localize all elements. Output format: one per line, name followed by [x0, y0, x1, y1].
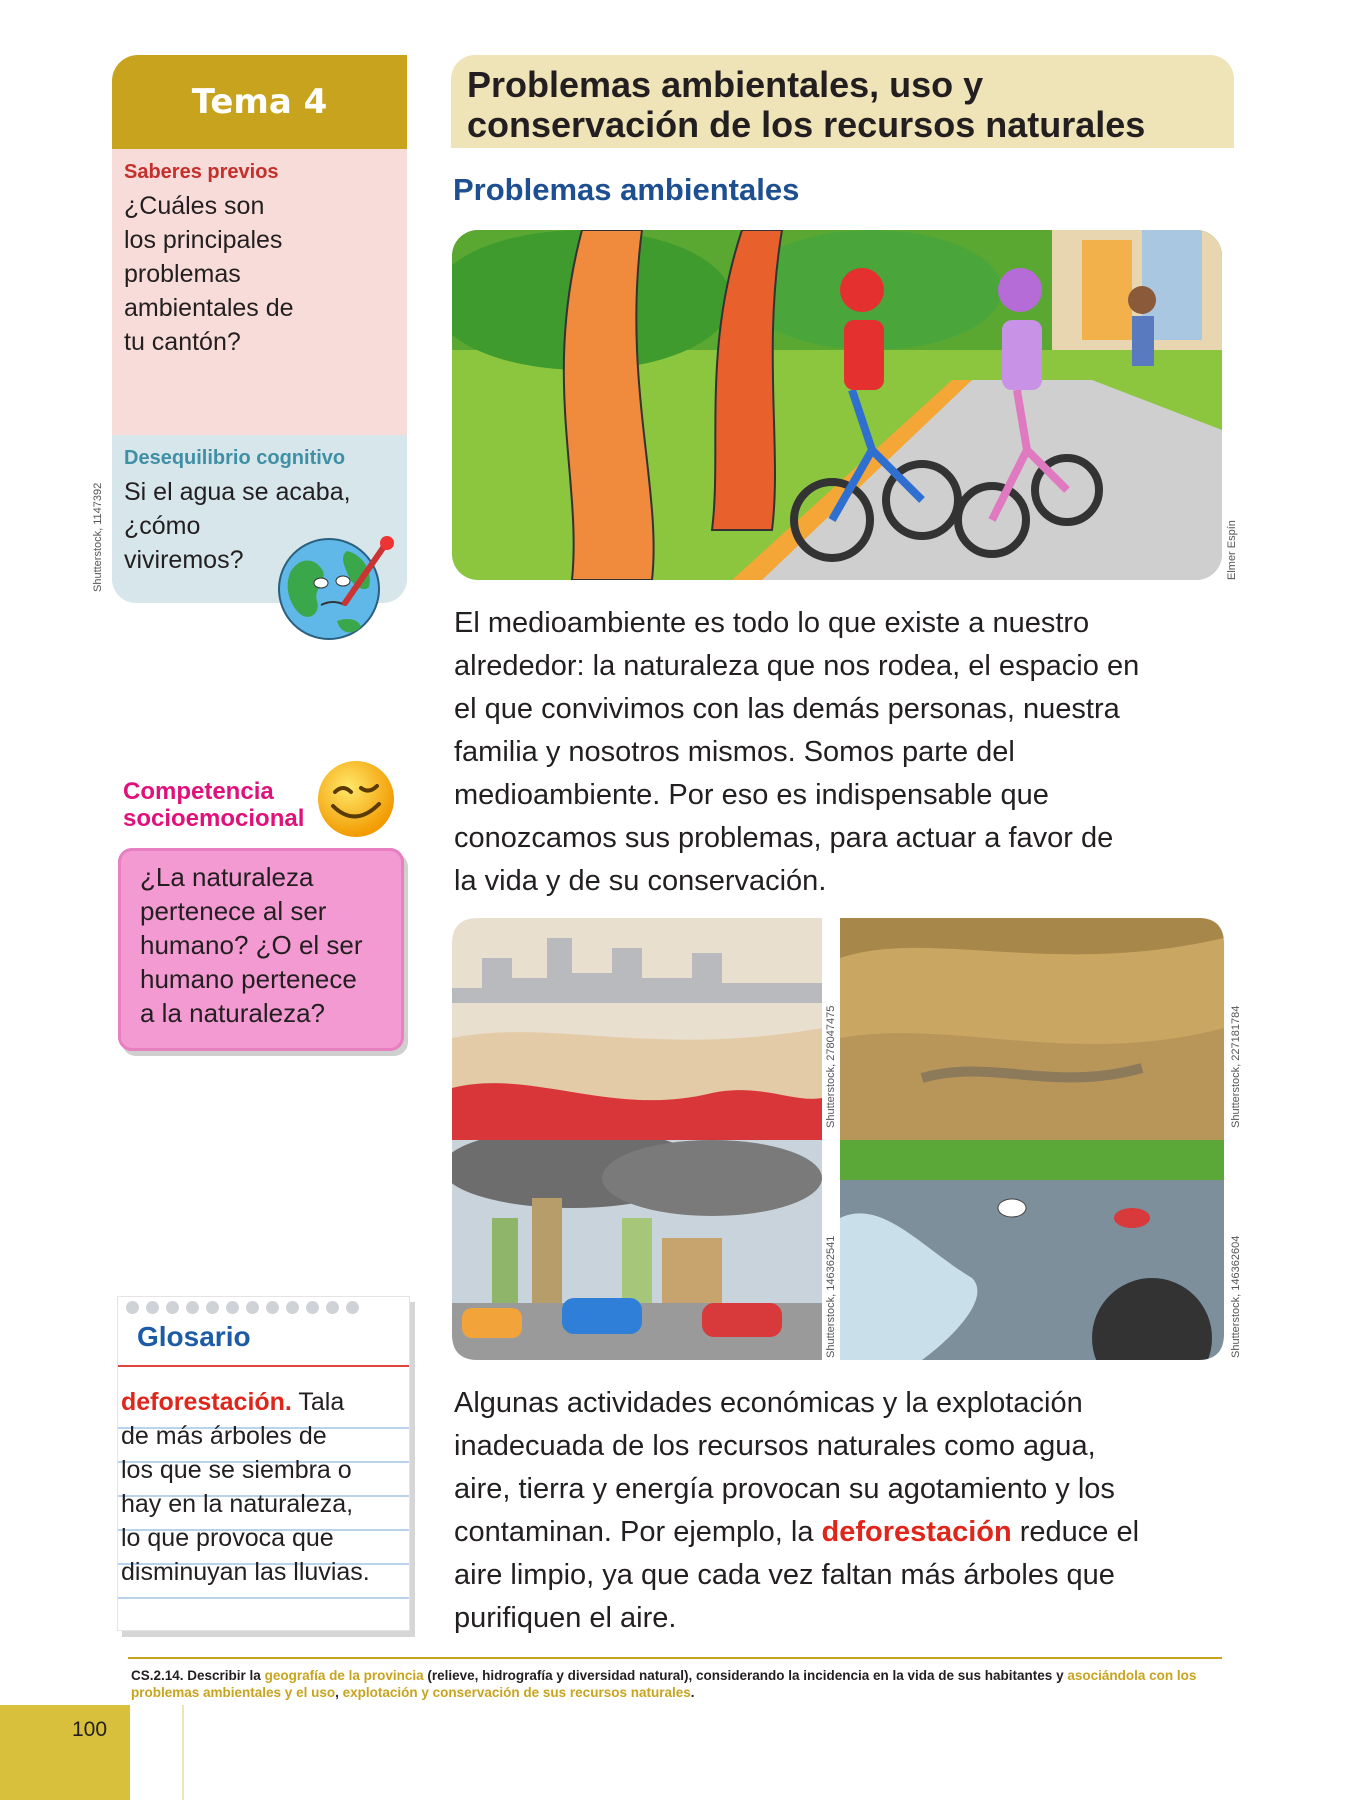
- glosario-term: deforestación.: [121, 1388, 292, 1416]
- paragraph-line: El medioambiente es todo lo que existe a nuestro: [454, 607, 1090, 639]
- glosario-line: de más árboles de: [121, 1422, 327, 1450]
- saberes-label: Saberes previos: [124, 161, 279, 183]
- desequilibrio-label: Desequilibrio cognitivo: [124, 447, 346, 469]
- saberes-line: ambientales de: [124, 294, 294, 322]
- credit-photo3: Shutterstock, 146362541: [825, 1235, 837, 1358]
- curriculum-standard: [131, 1667, 1231, 1701]
- standard-code: CS.2.14.: [131, 1668, 184, 1683]
- paragraph-line: alrededor: la naturaleza que nos rodea, el espacio en: [454, 650, 1140, 682]
- competencia-title: [123, 778, 304, 832]
- glosario-title: Glosario: [137, 1321, 251, 1352]
- paragraph-line: familia y nosotros mismos. Somos parte del: [454, 736, 1015, 768]
- competencia-title-line: Competencia: [123, 778, 274, 805]
- credit-globe: Shutterstock, 1147392: [92, 482, 104, 592]
- glosario-line: Tala: [291, 1388, 345, 1416]
- competencia-title-line: socioemocional: [123, 805, 305, 832]
- footer-rule: [128, 1657, 1222, 1659]
- paragraph-line: purifiquen el aire.: [454, 1602, 677, 1634]
- page-title-line: conservación de los recursos naturales: [467, 104, 1146, 145]
- saberes-line: tu cantón?: [124, 328, 241, 356]
- highlight-deforestacion: deforestación: [821, 1516, 1012, 1548]
- standard-text: Describir la: [183, 1668, 265, 1683]
- saberes-previos-box: [112, 149, 407, 435]
- paragraph-line: aire limpio, ya que cada vez faltan más árboles que: [454, 1559, 1115, 1591]
- page-title-band: [451, 55, 1234, 148]
- photo-air-pollution: [452, 1128, 822, 1360]
- glosario-line: los que se siembra o: [121, 1456, 352, 1484]
- saberes-line: los principales: [124, 226, 283, 254]
- glosario-first-line: [121, 1385, 406, 1419]
- sick-globe-illustration: [277, 531, 397, 643]
- standard-text: .: [690, 1685, 695, 1700]
- paragraph-line: inadecuada de los recursos naturales como agua,: [454, 1430, 1096, 1462]
- paragraph-medioambiente: [454, 602, 1139, 903]
- saberes-line: ¿Cuáles son: [124, 192, 265, 220]
- competencia-line: a la naturaleza?: [140, 998, 326, 1028]
- page-title: [467, 65, 1145, 145]
- desequilibrio-line: ¿cómo: [124, 512, 201, 540]
- credit-photo4: Shutterstock, 146362604: [1230, 1235, 1242, 1358]
- winking-smiley-icon: [315, 758, 397, 840]
- paragraph-fragment: contaminan. Por ejemplo, la: [454, 1516, 822, 1548]
- saberes-question: [124, 189, 294, 359]
- credit-cyclists: Elmer Espín: [1226, 520, 1238, 580]
- desequilibrio-line: Si el agua se acaba,: [124, 478, 351, 506]
- paragraph-line: el que convivimos con las demás personas, nuestra: [454, 693, 1120, 725]
- standard-highlight: asociándola con los problemas ambientales y el uso: [131, 1668, 1197, 1700]
- photo-water-pollution: [840, 1140, 1224, 1360]
- paragraph-line: medioambiente. Por eso es indispensable que: [454, 779, 1049, 811]
- competencia-line: pertenece al ser: [140, 896, 327, 926]
- credit-photo2: Shutterstock, 227181784: [1230, 1005, 1242, 1128]
- tema-card: [112, 55, 407, 603]
- paragraph-line: [454, 1511, 1139, 1554]
- competencia-line: ¿La naturaleza: [140, 862, 314, 892]
- credit-photo1: Shutterstock, 278047475: [825, 1005, 837, 1128]
- page-tab-divider: [182, 1705, 184, 1800]
- glosario-divider: [118, 1365, 409, 1367]
- glosario-definition: [121, 1385, 406, 1589]
- paragraph-fragment: reduce el: [1011, 1516, 1140, 1548]
- page-tab: [0, 1705, 130, 1800]
- page-title-line: Problemas ambientales, uso y: [467, 64, 984, 105]
- desequilibrio-line: viviremos?: [124, 546, 244, 574]
- paragraph-line: aire, tierra y energía provocan su agotamiento y los: [454, 1473, 1115, 1505]
- cyclists-illustration: [452, 230, 1222, 580]
- page-number: 100: [72, 1718, 108, 1741]
- standard-highlight: geografía de la provincia: [264, 1668, 424, 1683]
- paragraph-line: Algunas actividades económicas y la explotación: [454, 1387, 1083, 1419]
- standard-highlight: explotación y conservación de sus recursos naturales: [342, 1685, 691, 1700]
- glosario-box: [117, 1296, 410, 1631]
- tema-label: Tema 4: [112, 55, 407, 149]
- competencia-line: humano? ¿O el ser: [140, 930, 363, 960]
- competencia-box: [118, 848, 404, 1051]
- glosario-line: disminuyan las lluvias.: [121, 1558, 370, 1586]
- competencia-question: [140, 860, 363, 1030]
- paragraph-line: conozcamos sus problemas, para actuar a favor de: [454, 822, 1114, 854]
- paragraph-line: la vida y de su conservación.: [454, 865, 827, 897]
- pollution-photo-grid: [452, 918, 1224, 1360]
- photo-polluted-city: [452, 918, 822, 1140]
- saberes-line: problemas: [124, 260, 241, 288]
- glosario-line: hay en la naturaleza,: [121, 1490, 354, 1518]
- photo-deforestation: [840, 918, 1224, 1140]
- standard-text: ,: [335, 1685, 343, 1700]
- glosario-line: lo que provoca que: [121, 1524, 334, 1552]
- section-subtitle: Problemas ambientales: [453, 172, 800, 207]
- paragraph-actividades: [454, 1382, 1139, 1640]
- competencia-line: humano pertenece: [140, 964, 357, 994]
- desequilibrio-box: [112, 435, 407, 603]
- notebook-rings: [126, 1301, 406, 1321]
- standard-text: (relieve, hidrografía y diversidad natural), considerando la incidencia en la vida de sus habitantes y: [423, 1668, 1068, 1683]
